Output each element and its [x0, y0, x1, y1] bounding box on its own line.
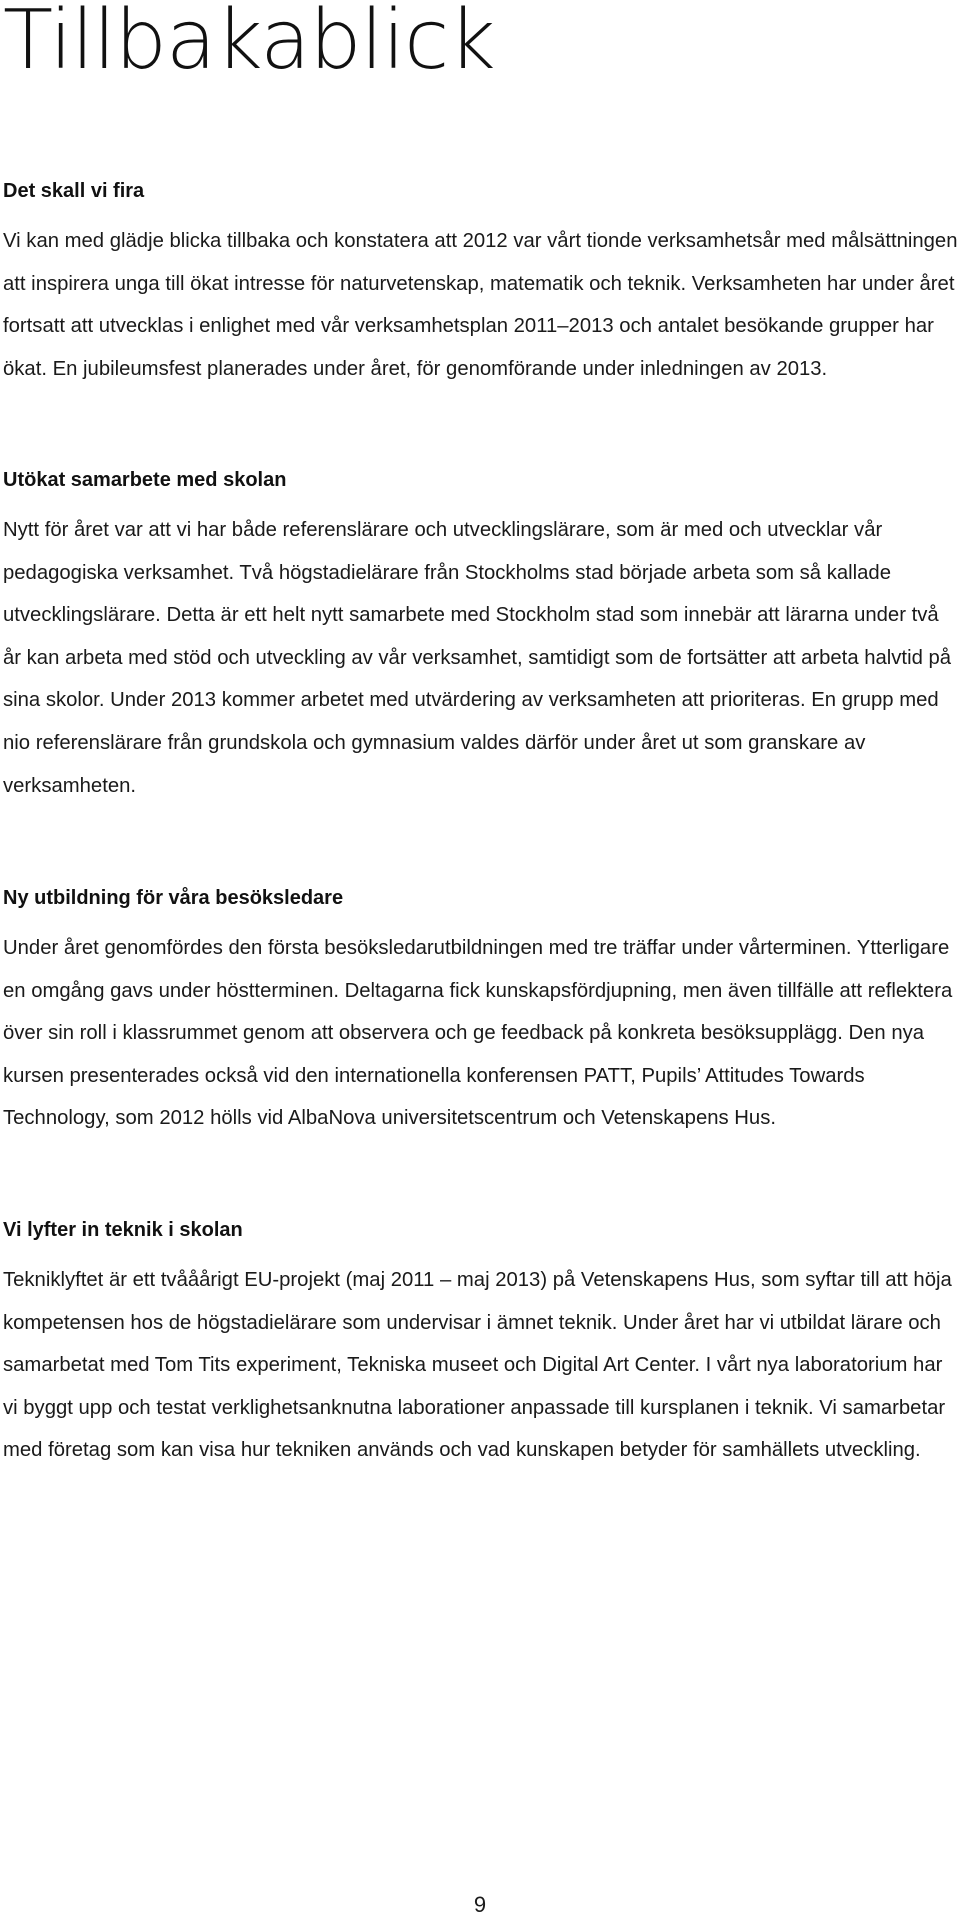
- section-body: Tekniklyftet är ett tvååårigt EU-projekt (maj 2011 – maj 2013) på Vetenskapens Hus, som syftar till att höja kompetensen hos de högstadielärare som undervisar i ämnet teknik. Under året har vi utbildat lärare och samarbetat med Tom Tits experiment, Tekniska museet och Digital Art Center. I vårt nya laboratorium har vi byggt upp och testat verklighetsanknutna laborationer anpassade till kursplanen i teknik. Vi samarbetar med företag som kan visa hur tekniken används och vad kunskapen betyder för samhällets utveckling.: [3, 1269, 952, 1462]
- section-body: Under året genomfördes den första besöksledarutbildningen med tre träffar under vårterminen. Ytterligare en omgång gavs under höstterminen. Deltagarna fick kunskapsfördjupning, men även tillfälle att reflektera över sin roll i klassrummet genom att observera och ge feedback på konkreta besöksupplägg. Den nya kursen presenterades också vid den internationella konferensen PATT, Pupils’ Attitudes Towards Technology, som 2012 hölls vid AlbaNova universitetscentrum och Vetenskapens Hus.: [3, 937, 953, 1130]
- section-heading: Ny utbildning för våra besöksledare: [3, 887, 344, 909]
- section-det-skall-vi-fira: [3, 176, 958, 390]
- section-heading: Det skall vi fira: [3, 180, 145, 202]
- section-ny-utbildning: [3, 883, 958, 1140]
- section-utokat-samarbete: [3, 465, 958, 807]
- section-body: Vi kan med glädje blicka tillbaka och konstatera att 2012 var vårt tionde verksamhetsår med målsättningen att inspirera unga till ökat intresse för naturvetenskap, matematik och teknik. Verksamheten har under året fortsatt att utvecklas i enlighet med vår verksamhetsplan 2011–2013 och antalet besökande grupper har ökat. En jubileumsfest planerades under året, för genomförande under inledningen av 2013.: [3, 230, 958, 380]
- page-number: 9: [473, 1892, 487, 1917]
- section-heading: Vi lyfter in teknik i skolan: [3, 1219, 243, 1241]
- section-body: Nytt för året var att vi har både referenslärare och utvecklingslärare, som är med och utvecklar vår pedagogiska verksamhet. Två högstadielärare från Stockholms stad började arbeta som så kallade utvecklingslärare. Detta är ett helt nytt samarbete med Stockholm stad som innebär att lärarna under två år kan arbeta med stöd och utveckling av vår verksamhet, samtidigt som de fortsätter att arbeta halvtid på sina skolor. Under 2013 kommer arbetet med utvärdering av verksamheten att prioriteras. En grupp med nio referenslärare från grundskola och gymnasium valdes därför under året ut som granskare av verksamheten.: [3, 519, 952, 797]
- page-title: Tillbakablick: [3, 0, 495, 88]
- section-heading: Utökat samarbete med skolan: [3, 469, 287, 491]
- section-vi-lyfter-in-teknik: [3, 1215, 958, 1472]
